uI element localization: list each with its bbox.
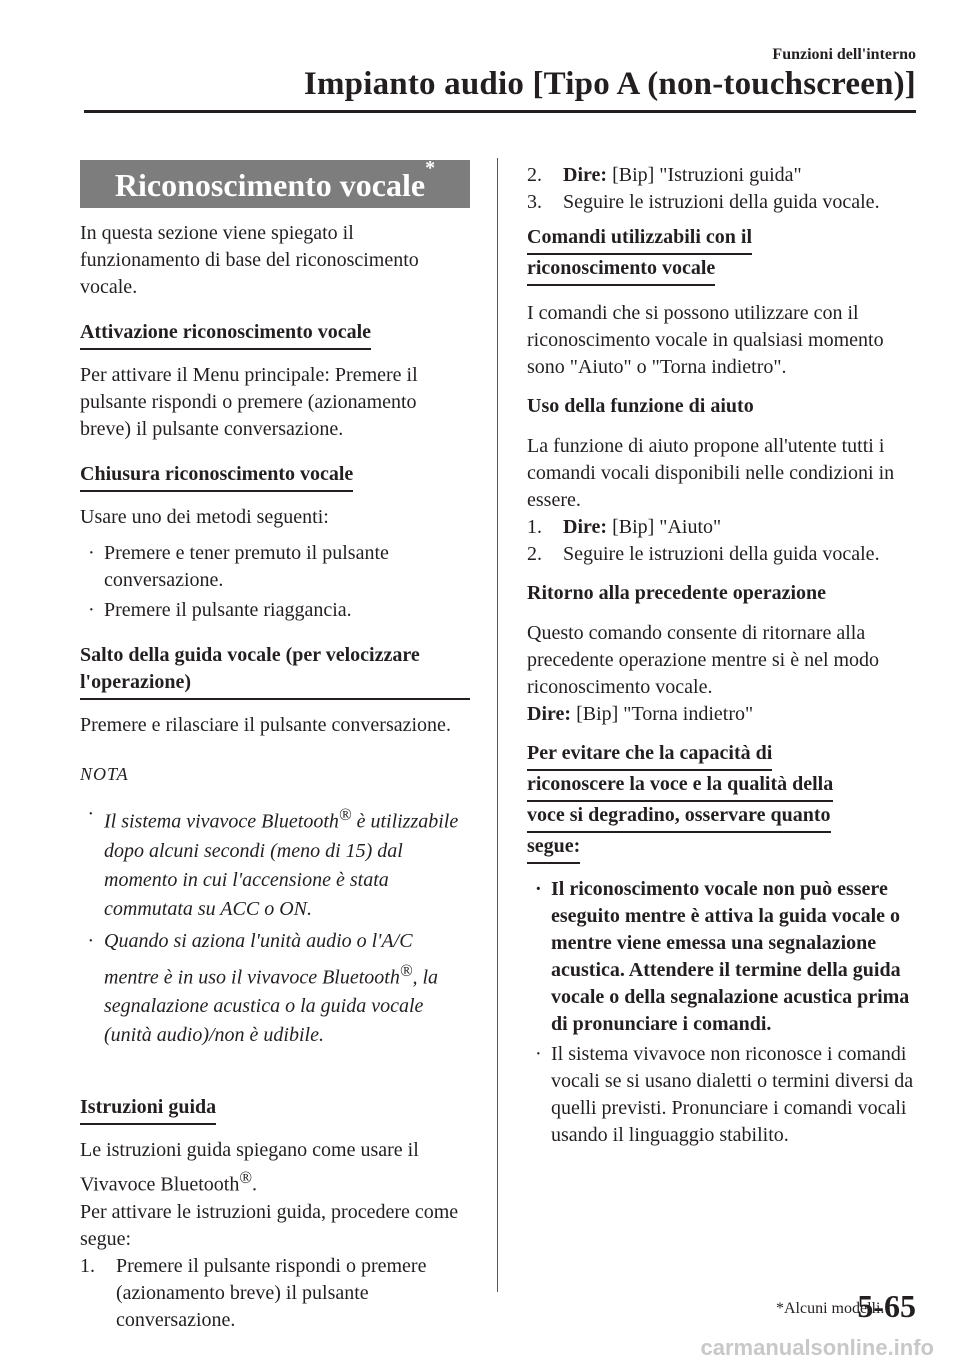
text-istruzioni-2: Per attivare le istruzioni guida, procedere come segue: bbox=[80, 1200, 459, 1250]
page-title: Impianto audio [Tipo A (non-touchscreen)] bbox=[303, 66, 916, 102]
text-comandi: I comandi che si possono utilizzare con il riconoscimento vocale in qualsiasi momento sono "Aiuto" o "Torna indietro". bbox=[527, 302, 884, 378]
heading-comandi: Comandi utilizzabili con il riconoscimento vocale bbox=[527, 224, 925, 286]
intro-text: In questa sezione viene spiegato il funzionamento di base del riconoscimento vocale. bbox=[80, 222, 419, 298]
header-section: Funzioni dell'interno bbox=[772, 46, 916, 63]
note-label: NOTA bbox=[80, 764, 129, 784]
text-chiusura: Usare uno dei metodi seguenti: bbox=[80, 506, 329, 528]
left-column bbox=[80, 157, 470, 1334]
bullet-dot: · bbox=[88, 803, 93, 825]
bullet-dot: · bbox=[535, 878, 542, 900]
heading-chiusura: Chiusura riconoscimento vocale bbox=[80, 461, 353, 492]
spacer bbox=[80, 1053, 470, 1085]
heading-evitare: Per evitare che la capacità di riconoscere la voce e la qualità della voce si degradino, osservare quanto segue: bbox=[527, 740, 925, 864]
text-ritorno: Questo comando consente di ritornare alla precedente operazione mentre si è nel modo riconoscimento vocale. bbox=[527, 622, 880, 698]
bullet-dot: · bbox=[88, 599, 95, 621]
text-attivazione: Per attivare il Menu principale: Premere il pulsante rispondi o premere (azionamento breve) il pulsante conversazione. bbox=[80, 364, 418, 440]
heading-salto: Salto della guida vocale (per velocizzare l'operazione) bbox=[80, 642, 470, 700]
list-item: · Il sistema vivavoce non riconosce i comandi vocali se si usano dialetti o termini diversi da quelli previsti. Pronunciare i comandi vocali usando il linguaggio stabilito. bbox=[535, 1043, 914, 1146]
column-divider bbox=[497, 158, 498, 1292]
right-column bbox=[527, 162, 925, 1152]
section-banner bbox=[80, 157, 470, 208]
list-item: · Il riconoscimento vocale non può essere eseguito mentre è attiva la guida vocale o mentre viene emessa una segnalazione acustica. Attendere il termine della guida vocale o della segnalazione acustica prima di pronunciare i comandi. bbox=[535, 878, 910, 1035]
header-rule bbox=[84, 110, 916, 113]
step-item: 1. Dire: [Bip] "Aiuto" bbox=[527, 516, 722, 538]
step-item: 3. Seguire le istruzioni della guida vocale. bbox=[527, 191, 880, 213]
text-salto: Premere e rilasciare il pulsante conversazione. bbox=[80, 714, 451, 736]
text-istruzioni-1: Le istruzioni guida spiegano come usare il Vivavoce Bluetooth®. bbox=[80, 1139, 419, 1196]
note-item: · Quando si aziona l'unità audio o l'A/C mentre è in uso il vivavoce Bluetooth®, la segnalazione acustica o la guida vocale (unità audio)/non è udibile. bbox=[80, 927, 470, 1051]
watermark: carmanualsonline.info bbox=[700, 1335, 934, 1360]
text-ritorno-cmd: Dire: [Bip] "Torna indietro" bbox=[527, 703, 754, 725]
bullet-dot: · bbox=[88, 929, 93, 952]
step-item: 1. Premere il pulsante rispondi o premere (azionamento breve) il pulsante conversazione. bbox=[80, 1254, 427, 1331]
heading-attivazione: Attivazione riconoscimento vocale bbox=[80, 319, 371, 350]
step-item: 2. Seguire le istruzioni della guida vocale. bbox=[527, 543, 880, 565]
heading-aiuto: Uso della funzione di aiuto bbox=[527, 395, 754, 417]
footnote: *Alcuni modelli. bbox=[776, 1300, 885, 1317]
bullet-dot: · bbox=[535, 1043, 542, 1065]
list-item: · Premere il pulsante riaggancia. bbox=[80, 597, 470, 624]
heading-ritorno: Ritorno alla precedente operazione bbox=[527, 582, 827, 604]
banner-asterisk: * bbox=[425, 157, 436, 179]
step-item: 2. Dire: [Bip] "Istruzioni guida" bbox=[527, 164, 802, 186]
bullet-dot: · bbox=[88, 542, 95, 564]
list-item: · Premere e tener premuto il pulsante conversazione. bbox=[88, 542, 389, 591]
text-aiuto: La funzione di aiuto propone all'utente tutti i comandi vocali disponibili nelle condizioni in essere. bbox=[527, 435, 895, 511]
page-number: 5-65 bbox=[857, 1288, 916, 1324]
heading-istruzioni: Istruzioni guida bbox=[80, 1094, 216, 1125]
banner-title: Riconoscimento vocale bbox=[114, 167, 426, 203]
note-item: · Il sistema vivavoce Bluetooth® è utilizzabile dopo alcuni secondi (meno di 15) dal momento in cui l'accensione è stata commutata su ACC o ON. bbox=[80, 800, 470, 924]
